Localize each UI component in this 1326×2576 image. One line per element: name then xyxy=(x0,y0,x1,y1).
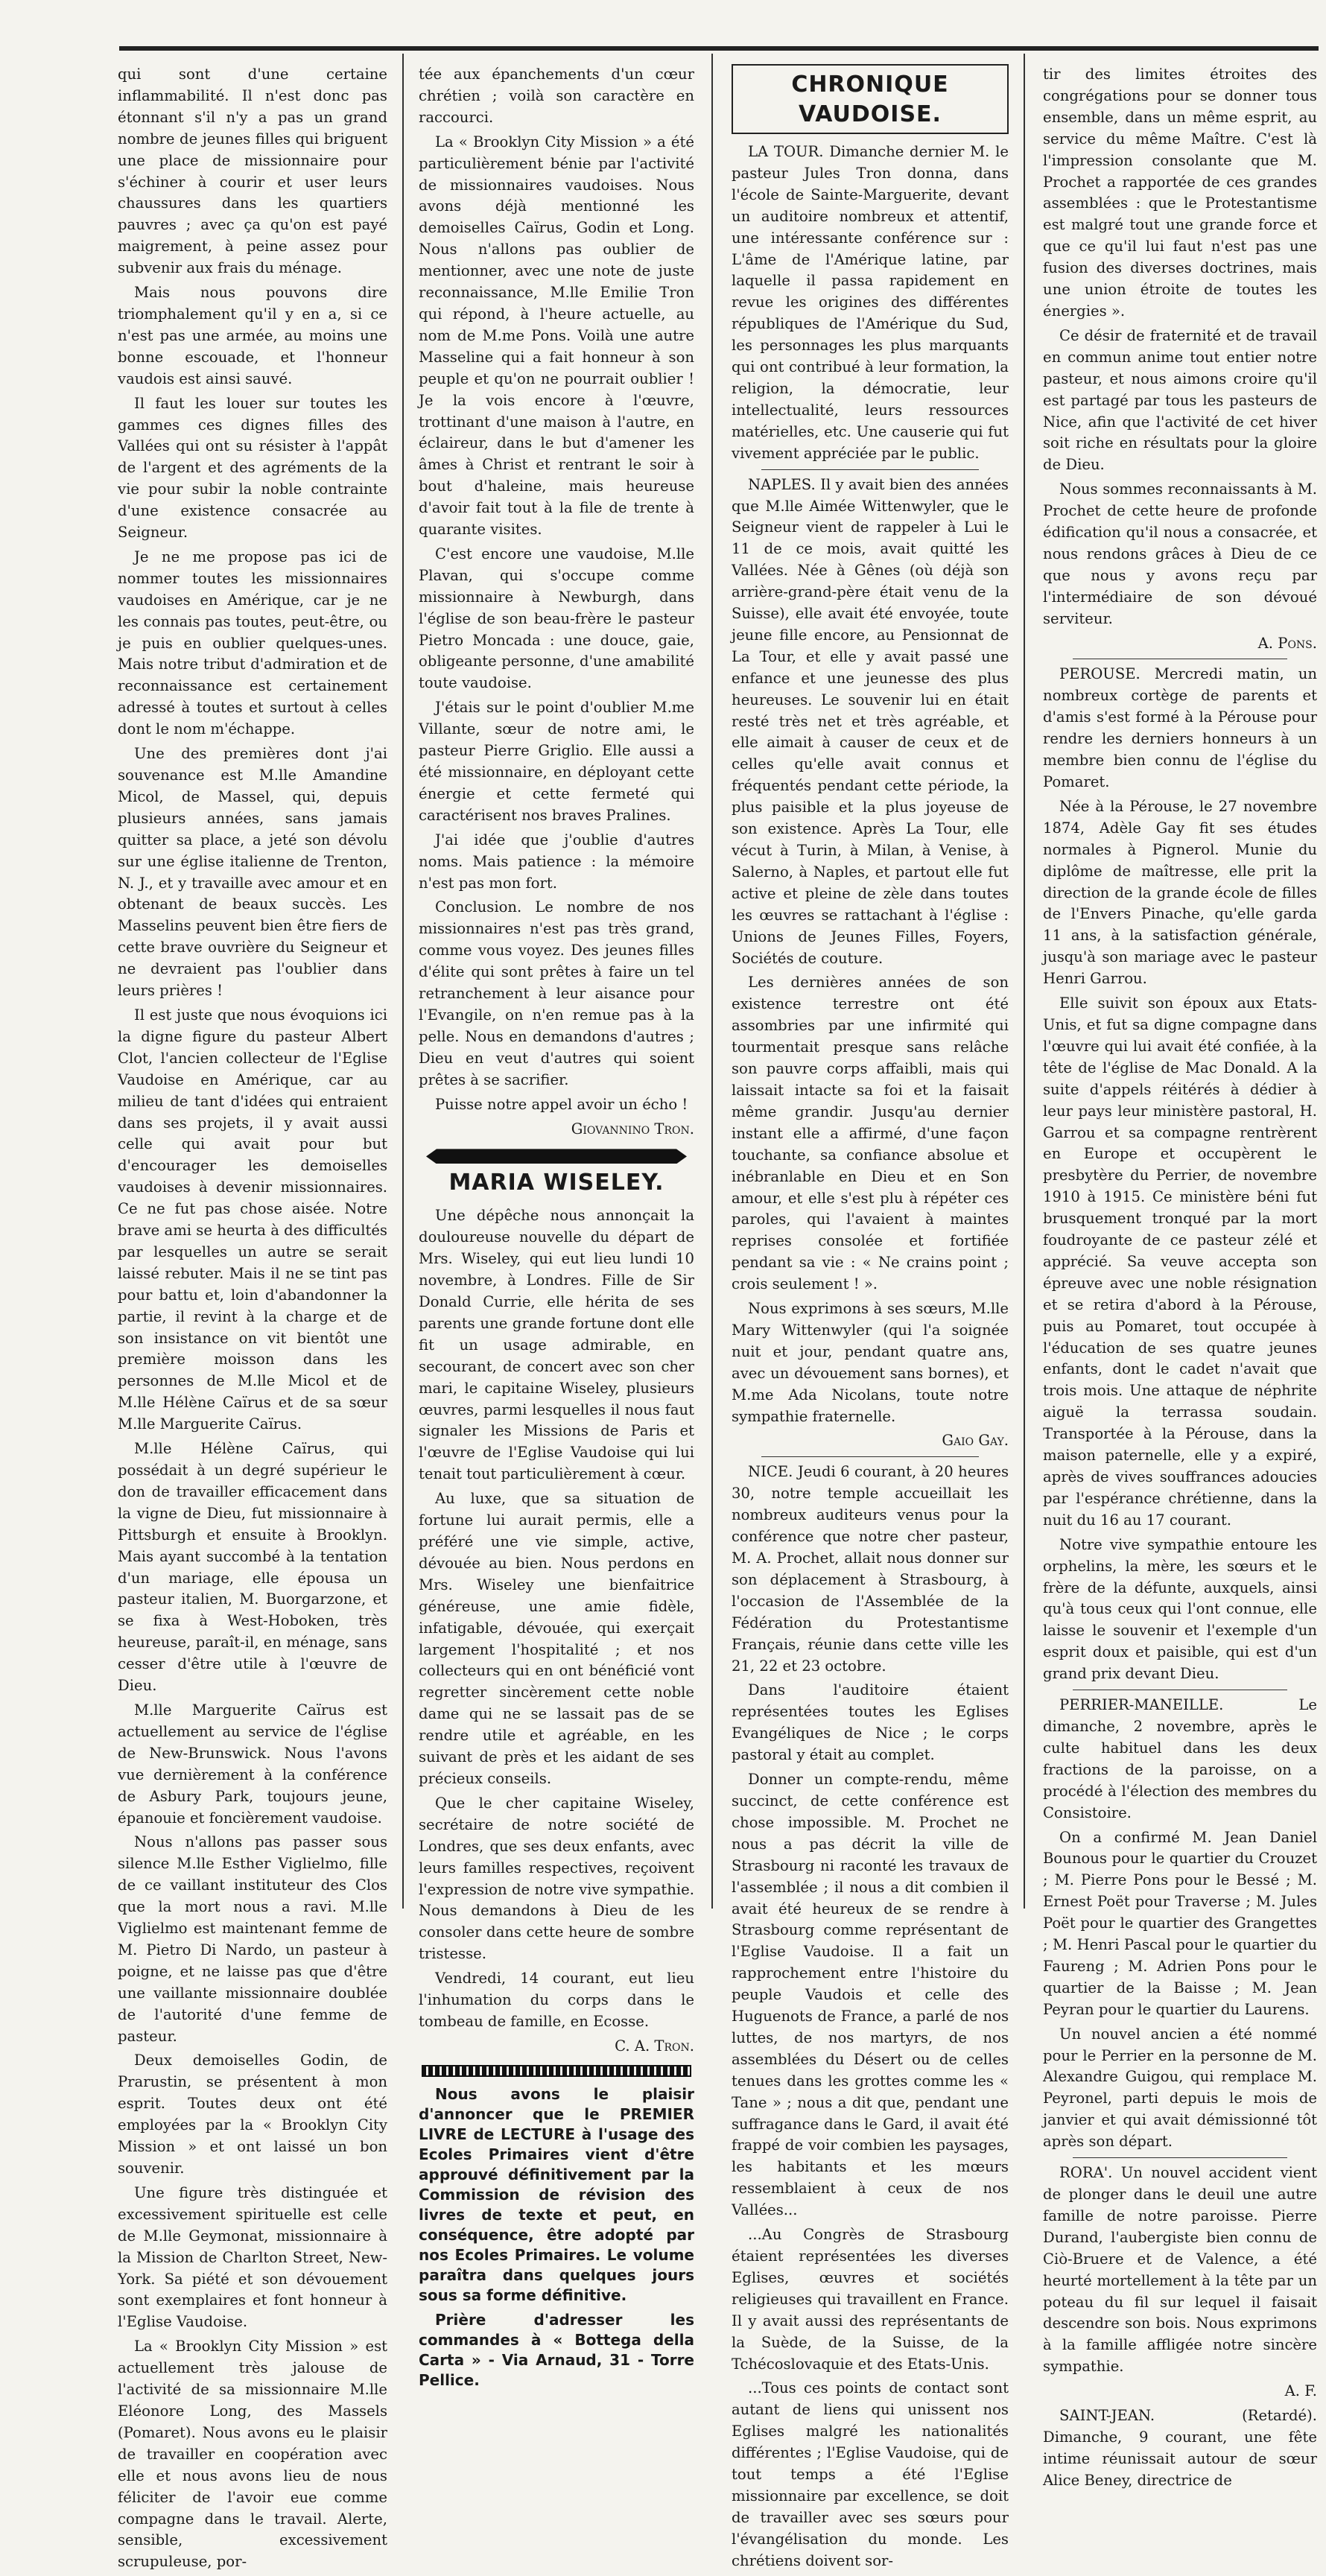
section-title-chronique: CHRONIQUE VAUDOISE. xyxy=(791,72,949,127)
article-title-maria-wiseley: MARIA WISELEY. xyxy=(448,1170,664,1196)
decorative-banner xyxy=(426,1149,687,1164)
paragraph: J'ai idée que j'oublie d'autres noms. Mais patience : la mémoire n'est pas mon fort. xyxy=(419,831,694,892)
top-rule xyxy=(119,46,1319,51)
paragraph: Nous n'allons pas passer sous silence M.lle Esther Viglielmo, fille de ce vaillant instituteur des Clos que la mort nous a ravi. M.lle Viglielmo est maintenant femme de M. Pietro Di Nardo, un pasteur à poigne, et ne laisse pas que d'être une vaillante missionnaire doublée de l'autorité d'une femme de pasteur. xyxy=(118,1833,387,2045)
paragraph: La « Brooklyn City Mission » est actuellement très jalouse de l'activité de sa missionnaire M.lle Eléonore Long, des Massels (Pomaret). Nous avons eu le plaisir de travailler en coopération avec elle et nous avons lieu de nous féliciter de l'avoir eue comme compagne dans le travail. Alerte, sensible, excessivement scrupuleuse, por- xyxy=(118,2338,387,2571)
paragraph: La « Brooklyn City Mission » a été particulièrement bénie par l'activité de missionnaires vaudoises. Nous avons déjà mentionné les demoiselles Caïrus, Godin et Long. Nous n'allons pas oublier de mentionner, avec une note de juste reconnaissance, M.lle Emilie Tron qui répond, à l'heure actuelle, au nom de M.me Pons. Voilà une autre Masseline qui a fait honneur à son peuple et qu'on ne pourrait oublier ! Je la vois encore à l'œuvre, trottinant d'une maison à l'autre, en éclaireur, dans le but d'amener les âmes à Christ et rentrant le soir à bout d'haleine, mais heureuse d'avoir fait tout à la file de trente à quarante visites. xyxy=(419,133,694,539)
notice-text: Nous avons le plaisir d'annoncer que le PREMIER LIVRE de LECTURE à l'usage des Ecoles Primaires vient d'être approuvé définitivement par la Commission de révision des livres de texte et peut, en conséquence, être adopté par nos Ecoles Primaires. Le volume paraîtra dans quelques jours sous sa forme définitive. xyxy=(419,2084,694,2304)
paragraph: Au luxe, que sa situation de fortune lui aurait permis, elle a préféré une vie simple, active, dévouée au bien. Nous perdons en Mrs. Wiseley une bienfaitrice généreuse, une amie fidèle, infatigable, dévouée, qui exerçait largement l'hospitalité ; et nos collecteurs qui en ont bénéficié vont regretter sincèrement cette noble dame qui ne se lassait pas de se rendre utile et agréable, en les suivant de près et les aidant de ses précieux conseils. xyxy=(419,1490,694,1787)
paragraph: Deux demoiselles Godin, de Prarustin, se présentent à mon esprit. Toutes deux ont été employées par la « Brooklyn City Mission » et ont laissé un bon souvenir. xyxy=(118,2052,387,2177)
column-rule xyxy=(711,54,713,1909)
paragraph: tir des limites étroites des congrégations pour se donner tous ensemble, dans un même esprit, au service du même Maître. C'est là l'impression consolante que M. Prochet a rapportée de ces grandes assemblées : que le Protestantisme est malgré tout une grande force et que ce qu'il lui faut n'est pas une fusion des diverses doctrines, mais une union étroite de toutes les énergies ». xyxy=(1043,66,1317,320)
divider xyxy=(761,1456,979,1457)
paragraph: M.lle Marguerite Caïrus est actuellement au service de l'église de New-Brunswick. Nous l'avons vue dernièrement à la conférence de Asbury Park, toujours jeune, épanouie et foncièrement vaudoise. xyxy=(118,1701,387,1827)
paragraph: Conclusion. Le nombre de nos missionnaires n'est pas très grand, comme vous voyez. Des jeunes filles d'élite qui sont prêtes à faire un tel retranchement à leur aisance pour l'Evangile, on n'en remue pas à la pelle. Nous en demandons d'autres ; Dieu en veut d'autres qui soient prêtes à se sacrifier. xyxy=(419,898,694,1088)
paragraph: SAINT-JEAN. (Retardé). Dimanche, 9 courant, une fête intime réunissait autour de sœur Alice Beney, directrice de xyxy=(1043,2407,1317,2489)
paragraph: Vendredi, 14 courant, eut lieu l'inhumation du corps dans le tombeau de famille, en Ecosse. xyxy=(419,1970,694,2030)
paragraph: Elle suivit son époux aux Etats-Unis, et fut sa digne compagne dans l'œuvre qui lui avait été confiée, à la tête de l'église de Mac Donald. A la suite d'appels réitérés à dédier à leur pays leur ministère pastoral, H. Garrou et sa compagne rentrèrent en Europe et occupèrent le presbytère du Perrier, de novembre 1910 à 1915. Ce ministère béni fut brusquement tronqué par la mort foudroyante de ce pasteur zélé et apprécié. Sa veuve accepta son épreuve avec une noble résignation et se retira d'abord à la Pérouse, puis au Pomaret, tout occupée à l'éducation de ses quatre jeunes enfants, dont le cadet n'avait que trois mois. Une attaque de néphrite aiguë la terrassa soudain. Transportée à la Pérouse, dans la maison paternelle, elle y a expiré, après de vives souffrances adoucies par l'espérance chrétienne, dans la nuit du 16 au 17 courant. xyxy=(1043,994,1317,1529)
paragraph: Nous exprimons à ses sœurs, M.lle Mary Wittenwyler (qui l'a soignée nuit et jour, pendant quatre ans, avec un dévouement sans bornes), et M.me Ada Nicolans, toute notre sympathie fraternelle. xyxy=(732,1300,1009,1425)
paragraph: NICE. Jeudi 6 courant, à 20 heures 30, notre temple accueillait les nombreux auditeurs venus pour la conférence que notre cher pasteur, M. A. Prochet, allait nous donner sur son déplacement à Strasbourg, à l'occasion de l'Assemblée de la Fédération du Protestantisme Français, réunie dans cette ville les 21, 22 et 23 octobre. xyxy=(732,1463,1009,1675)
column-rule xyxy=(402,54,404,1909)
divider xyxy=(761,469,979,470)
column-4 xyxy=(1043,64,1317,2495)
signature: Gaio Gay. xyxy=(942,1432,1009,1450)
signature: A. Pons. xyxy=(1257,634,1317,652)
paragraph: PEROUSE. Mercredi matin, un nombreux cortège de parents et d'amis s'est formé à la Pérouse pour rendre les derniers honneurs à un membre bien connu de l'église du Pomaret. xyxy=(1043,665,1317,790)
column-1 xyxy=(118,64,387,2576)
paragraph: Ce désir de fraternité et de travail en commun anime tout entier notre pasteur, et nous aimons croire qu'il est partagé par tous les pasteurs de Nice, afin que l'activité de cet hiver soit riche en résultats pour la gloire de Dieu. xyxy=(1043,326,1317,474)
paragraph: Une figure très distinguée et excessivement spirituelle est celle de M.lle Geymonat, missionnaire à la Mission de Charlton Street, New-York. Sa piété et son dévouement sont exemplaires et font honneur à l'Eglise Vaudoise. xyxy=(118,2183,387,2331)
notice-order: Prière d'adresser les commandes à « Bottega della Carta » - Via Arnaud, 31 - Torre Pellice. xyxy=(419,2310,694,2389)
paragraph: M.lle Hélène Caïrus, qui possédait à un degré supérieur le don de travailler efficacement dans la vigne de Dieu, fut missionnaire à Pittsburgh et ensuite à Brooklyn. Mais ayant succombé à la tentation d'un mariage, elle épousa un pasteur italien, M. Buorgarzone, et se fixa à West-Hoboken, très heureuse, paraît-il, en ménage, sans cesser d'être utile à l'œuvre de Dieu. xyxy=(118,1440,387,1695)
paragraph: qui sont d'une certaine inflammabilité. Il n'est donc pas étonnant s'il n'y a pas un grand nombre de jeunes filles qui briguent une place de missionnaire pour s'échiner à courir et user leurs chaussures dans les quartiers pauvres ; avec ça qu'on est payé maigrement, à peine assez pour subvenir aux frais du ménage. xyxy=(118,66,387,277)
column-3 xyxy=(732,64,1009,2575)
divider xyxy=(1073,2157,1287,2158)
paragraph: RORA'. Un nouvel accident vient de plonger dans le deuil une autre famille de notre paroisse. Pierre Durand, l'aubergiste bien connu de Ciò-Bruere et de Valence, a été heurté mortellement à la tête par un poteau du fil sur lequel il faisait descendre son bois. Nous exprimons à la famille affligée notre sincère sympathie. xyxy=(1043,2164,1317,2376)
paragraph: Puisse notre appel avoir un écho ! xyxy=(435,1095,688,1113)
paragraph: ...Tous ces points de contact sont autant de liens qui unissent nos Eglises malgré les nationalités différentes ; l'Eglise Vaudoise, qui de tout temps a été l'Eglise missionnaire par excellence, se doit de travailler avec ses sœurs pour l'évangélisation du monde. Les chrétiens doivent sor- xyxy=(732,2379,1009,2569)
paragraph: Une des premières dont j'ai souvenance est M.lle Amandine Micol, de Massel, qui, depuis plusieurs années, sans jamais quitter sa place, a jeté son dévolu sur une église italienne de Trenton, N. J., et y travaille avec amour et en obtenant de beaux succès. Les Masselins peuvent bien être fiers de cette brave ouvrière du Seigneur et ne devraient pas l'oublier dans leurs prières ! xyxy=(118,745,387,1000)
paragraph: Dans l'auditoire étaient représentées toutes les Eglises Evangéliques de Nice ; le corps pastoral y était au complet. xyxy=(732,1681,1009,1764)
signature: C. A. Tron. xyxy=(615,2037,694,2055)
notice-box xyxy=(419,2084,694,2391)
paragraph: Les dernières années de son existence terrestre ont été assombries par une infirmité qui tourmentait presque sans relâche son pauvre corps affaibli, mais qui laissait intacte sa foi et la faisait même grandir. Jusqu'au dernier instant elle a affirmé, d'une façon touchante, sa confiance absolue et inébranlable en Dieu et en Son amour, et elle s'est plu à répéter ces paroles, qui l'avaient à maintes reprises consolée et fortifiée pendant sa vie : « Ne crains point ; crois seulement ! ». xyxy=(732,974,1009,1293)
paragraph: J'étais sur le point d'oublier M.me Villante, sœur de notre ami, le pasteur Pierre Griglio. Elle aussi a été missionnaire, en déployant cette énergie et cette fermeté qui caractérisent nos braves Pralines. xyxy=(419,699,694,824)
paragraph: ...Au Congrès de Strasbourg étaient représentées les diverses Eglises, œuvres et sociétés religieuses qui travaillent en France. Il y avait aussi des représentants de la Suède, de la Suisse, de la Tchécoslovaquie et des Etats-Unis. xyxy=(732,2226,1009,2373)
paragraph: Il faut les louer sur toutes les gammes ces dignes filles des Vallées qui ont su résister à l'appât de l'argent et des agréments de la vie pour subir la noble contrainte d'une existence consacrée au Seigneur. xyxy=(118,394,387,542)
paragraph: PERRIER-MANEILLE. Le dimanche, 2 novembre, après le culte habituel dans les deux fractions de la paroisse, on a procédé à l'élection des membres du Consistoire. xyxy=(1043,1696,1317,1821)
signature: Giovannino Tron. xyxy=(571,1120,694,1138)
decorative-bar xyxy=(422,2065,691,2077)
paragraph: Née à la Pérouse, le 27 novembre 1874, Adèle Gay fit ses études normales à Pignerol. Munie du diplôme de maîtresse, elle prit la direction de la grande école de filles de l'Envers Pinache, qu'elle garda 11 ans, à la satisfaction générale, jusqu'à son mariage avec le pasteur Henri Garrou. xyxy=(1043,797,1317,988)
paragraph: Mais nous pouvons dire triomphalement qu'il y en a, si ce n'est pas une armée, au moins une bonne escouade, et l'honneur vaudois est ainsi sauvé. xyxy=(118,284,387,387)
paragraph: Nous sommes reconnaissants à M. Prochet de cette heure de profonde édification qu'il nous a consacrée, et nous rendons grâces à Dieu de ce que nous y avons reçu par l'intermédiaire de son dévoué serviteur. xyxy=(1043,480,1317,627)
column-2 xyxy=(419,64,694,2395)
signature: A. F. xyxy=(1284,2382,1317,2400)
paragraph: Que le cher capitaine Wiseley, secrétaire de notre société de Londres, que ses deux enfants, avec leurs familles respectives, reçoivent l'expression de notre vive sympathie. Nous demandons à Dieu de les consoler dans cette heure de sombre tristesse. xyxy=(419,1794,694,1963)
column-rule xyxy=(1024,54,1025,1909)
section-header xyxy=(732,64,1009,134)
paragraph: C'est encore une vaudoise, M.lle Plavan, qui s'occupe comme missionnaire à Newburgh, dans l'église de son beau-frère le pasteur Pietro Moncada : une douce, gaie, obligeante personne, d'une amabilité toute vaudoise. xyxy=(419,545,694,692)
paragraph: tée aux épanchements d'un cœur chrétien ; voilà son caractère en raccourci. xyxy=(419,66,694,126)
paragraph: Notre vive sympathie entoure les orphelins, la mère, les sœurs et le frère de la défunte, auxquels, ainsi qu'à tous ceux qui l'ont connue, elle laisse le souvenir et l'exemple d'un esprit doux et paisible, qui est d'un grand prix devant Dieu. xyxy=(1043,1535,1317,1683)
paragraph: Il est juste que nous évoquions ici la digne figure du pasteur Albert Clot, l'ancien collecteur de l'Eglise Vaudoise en Amérique, car au milieu de tant d'idées qui entraient dans ses projets, il y avait aussi celle qui avait pour but d'encourager les demoiselles vaudoises à devenir missionnaires. Ce ne fut pas chose aisée. Notre brave ami se heurta à des difficultés par lesquelles un autre se serait laissé rebuter. Mais il ne se tint pas pour battu et, loin d'abandonner la partie, il revint à la charge et de son insistance on vit bientôt une première moisson dans les personnes de M.lle Micol et de M.lle Hélène Caïrus et de sa sœur M.lle Marguerite Caïrus. xyxy=(118,1006,387,1433)
paragraph: Je ne me propose pas ici de nommer toutes les missionnaires vaudoises en Amérique, car je ne les connais pas toutes, peut-être, ou je puis en oublier quelques-unes. Mais notre tribut d'admiration et de reconnaissance est certainement adressé à toutes et surtout à celles dont le nom m'échappe. xyxy=(118,548,387,738)
paragraph: Un nouvel ancien a été nommé pour le Perrier en la personne de M. Alexandre Guigou, qui remplace M. Peyronel, parti depuis le mois de janvier et qui avait démissionné tôt après son départ. xyxy=(1043,2025,1317,2151)
paragraph: LA TOUR. Dimanche dernier M. le pasteur Jules Tron donna, dans l'école de Sainte-Marguerite, devant un auditoire nombreux et attentif, une intéressante conférence sur : L'âme de l'Amérique latine, par laquelle il passa rapidement en revue les origines des différentes républiques de l'Amérique du Sud, les personnages les plus marquants qui ont contribué à leur formation, la religion, la démocratie, leur intellectualité, leurs ressources matérielles, etc. Une causerie qui fut vivement appréciée par le public. xyxy=(732,143,1009,462)
paragraph: Une dépêche nous annonçait la douloureuse nouvelle du départ de Mrs. Wiseley, qui eut lieu lundi 10 novembre, à Londres. Fille de Sir Donald Currie, elle hérita de ses parents une grande fortune dont elle fit un usage admirable, en secourant, de concert avec son cher mari, le capitaine Wiseley, plusieurs œuvres, parmi lesquelles il nous faut signaler les Missions de Paris et l'œuvre de l'Eglise Vaudoise qui lui tenait tout particulièrement à cœur. xyxy=(419,1207,694,1483)
paragraph: On a confirmé M. Jean Daniel Bounous pour le quartier du Crouzet ; M. Pierre Pons pour le Bessé ; M. Ernest Poët pour Traverse ; M. Jules Poët pour le quartier des Grangettes ; M. Henri Pascal pour le quartier du Faureng ; M. Adrien Pons pour le quartier de la Baisse ; M. Jean Peyran pour le quartier du Laurens. xyxy=(1043,1828,1317,2018)
paragraph: Donner un compte-rendu, même succinct, de cette conférence est chose impossible. M. Prochet ne nous a pas décrit la ville de Strasbourg ni raconté les travaux de l'assemblée ; il nous a dit combien il avait été heureux de se rendre à Strasbourg comme représentant de l'Eglise Vaudoise. Il a fait un rapprochement entre l'histoire du peuple Vaudois et celle des Huguenots de France, a parlé de nos luttes, de nos martyrs, de nos assemblées du Désert ou de celles tenues dans les grottes comme les « Tane » ; nous a dit que, pendant une suffragance dans le Gard, il avait été frappé de voir combien les paysages, les habitants et les mœurs ressemblaient à ceux de nos Vallées... xyxy=(732,1771,1009,2219)
paragraph: NAPLES. Il y avait bien des années que M.lle Aimée Wittenwyler, que le Seigneur vient de rappeler à Lui le 11 de ce mois, avait quitté les Vallées. Née à Gênes (où déjà son arrière-grand-père était venu de la Suisse), elle avait été envoyée, toute jeune fille encore, au Pensionnat de La Tour, et elle y avait passé une enfance et une jeunesse des plus heureuses. Le souvenir lui en était resté très net et très agréable, et elle aimait à causer de ceux et de celles qu'elle avait connus et fréquentés pendant cette période, la plus paisible et la plus joyeuse de son existence. Après La Tour, elle vécut à Turin, à Milan, à Venise, à Salerno, à Naples, et partout elle fut active et pleine de zèle dans toutes les œuvres se rattachant à l'église : Unions de Jeunes Filles, Foyers, Sociétés de couture. xyxy=(732,475,1009,967)
